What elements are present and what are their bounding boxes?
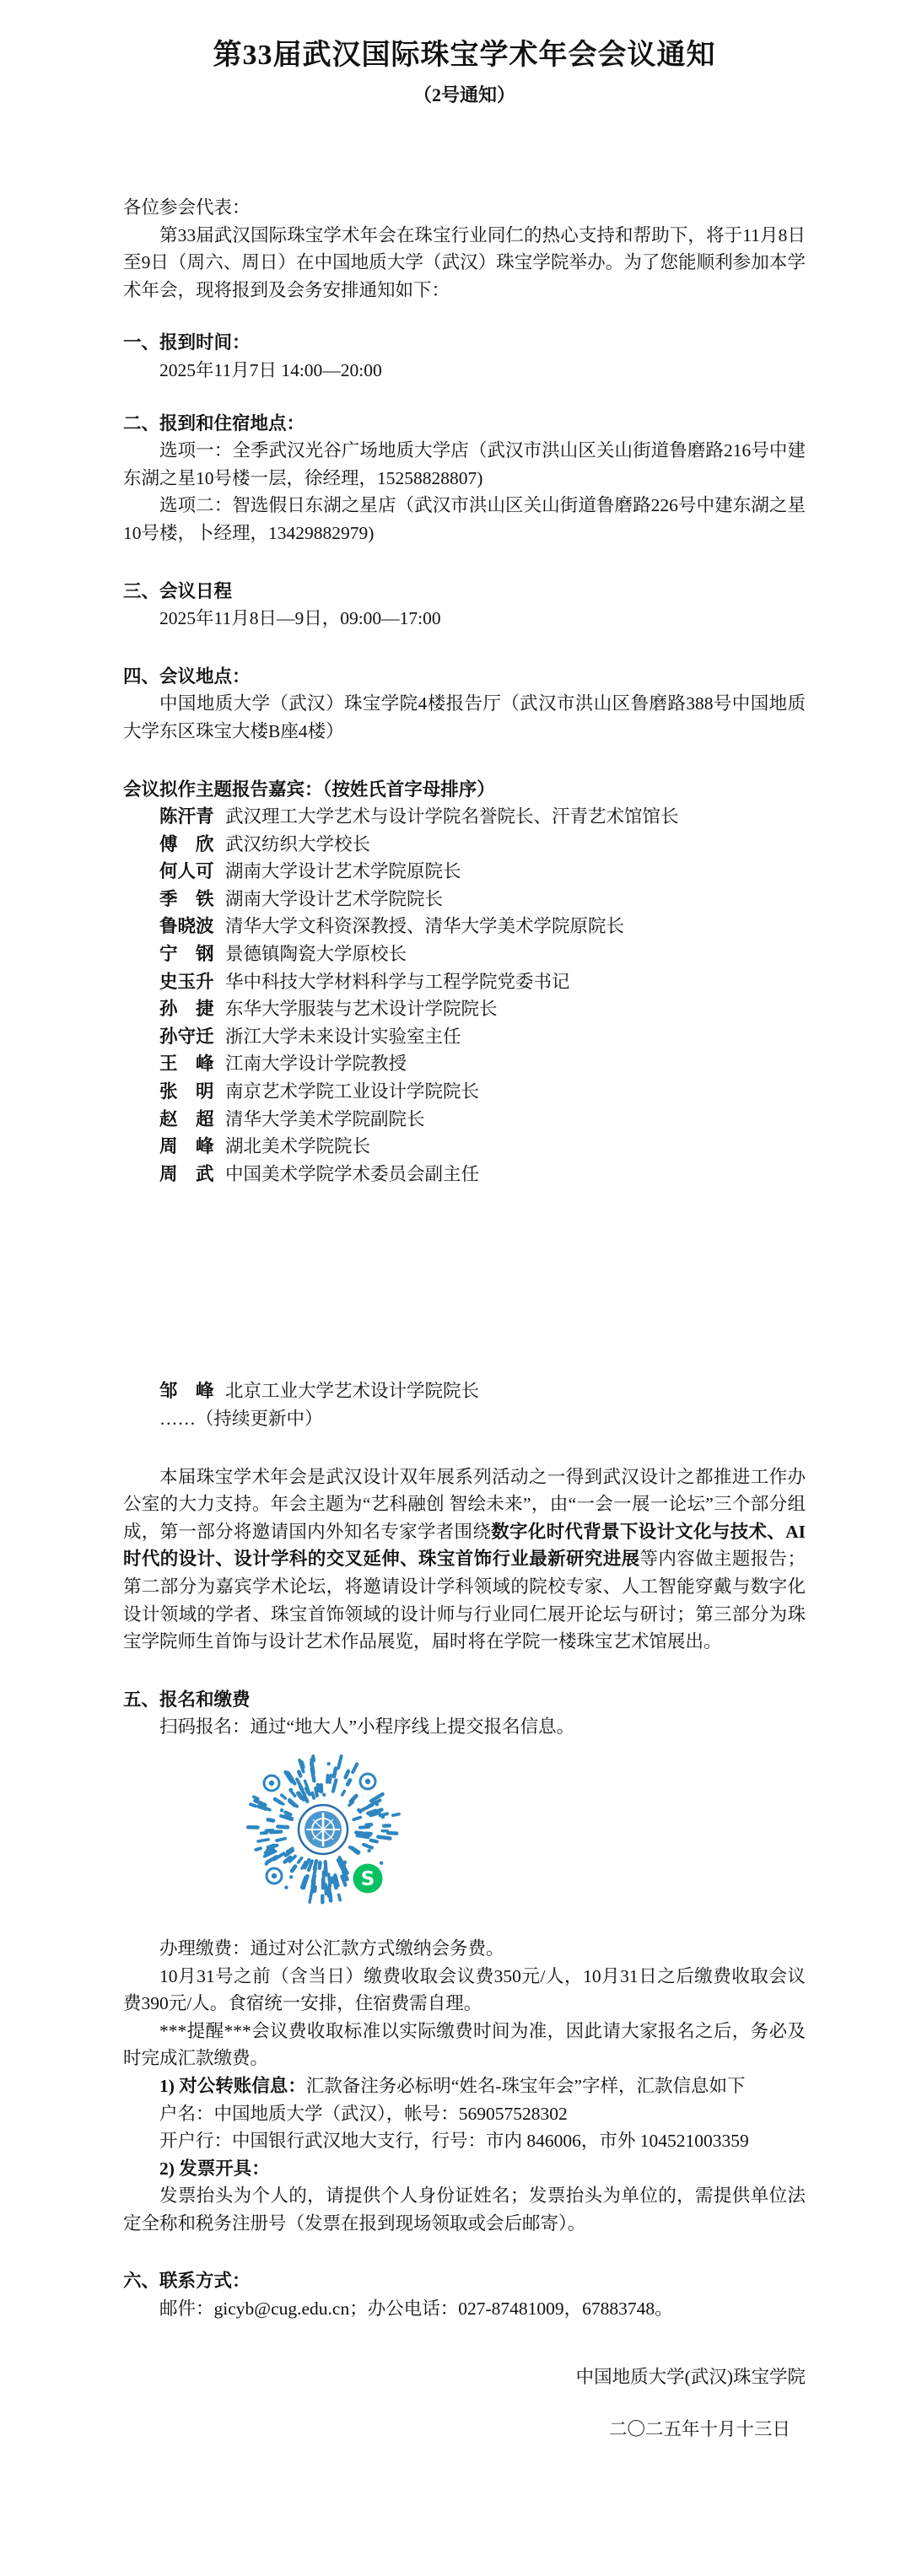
speaker-title: 江南大学设计学院教授	[225, 1054, 407, 1075]
speaker-name: 鲁晓波	[159, 916, 214, 937]
speaker-row	[123, 1106, 806, 1134]
speaker-row	[123, 886, 806, 913]
speaker-title: 湖南大学设计艺术学院院长	[225, 888, 444, 909]
speaker-name: 傅 欣	[159, 833, 214, 854]
speaker-title: 南京艺术学院工业设计学院院长	[225, 1081, 480, 1102]
speaker-row	[123, 913, 806, 940]
speaker-name: 季 铁	[159, 888, 214, 909]
speaker-title: 华中科技大学材料科学与工程学院党委书记	[225, 971, 570, 992]
signature-org: 中国地质大学(武汉)珠宝学院	[575, 2366, 806, 2387]
page-break-spacer	[123, 1188, 806, 1377]
signature-date: 二〇二五年十月十三日	[608, 2419, 790, 2440]
speaker-row	[123, 1050, 806, 1078]
contact-line: 邮件：gicyb@cug.edu.cn；办公电话：027-87481009，67883748。	[159, 2298, 673, 2320]
speaker-row	[123, 995, 806, 1023]
intro-paragraph: 第33届武汉国际珠宝学术年会在珠宝行业同仁的热心支持和帮助下，将于11月8日至9日（周六、周日）在中国地质大学（武汉）珠宝学院举办。为了您能顺利参加本学术年会，现将报到及会务安排通知如下：	[123, 224, 806, 300]
account-line: 户名：中国地质大学（武汉），帐号：569057528302	[159, 2103, 568, 2124]
transfer-info-line	[123, 2072, 806, 2100]
bank-line: 开户行：中国银行武汉地大支行，行号：市内 846006，市外 104521003359	[159, 2131, 749, 2152]
svg-text:S: S	[360, 1867, 375, 1890]
speaker-list	[123, 803, 806, 1188]
speaker-row	[123, 803, 806, 831]
signup-instruction: 扫码报名：通过“地大人”小程序线上提交报名信息。	[159, 1716, 575, 1738]
speaker-name: 宁 钢	[159, 944, 214, 965]
hotel-option-2: 选项二：智选假日东湖之星店（武汉市洪山区关山街道鲁磨路226号中建东湖之星10号楼，卜经理，13429882979)	[123, 495, 806, 543]
speaker-title: 清华大学文科资深教授、清华大学美术学院原院长	[225, 916, 625, 937]
speaker-title: 武汉纺织大学校长	[225, 833, 371, 854]
speaker-name: 周 峰	[159, 1136, 214, 1157]
section-3-heading: 三、会议日程	[123, 580, 233, 601]
transfer-info-heading: 1) 对公转账信息：	[159, 2075, 306, 2096]
speaker-title: 北京工业大学艺术设计学院院长	[225, 1381, 480, 1402]
speaker-row	[123, 1023, 806, 1051]
section-2-heading: 二、报到和住宿地点：	[123, 412, 305, 434]
speaker-title: 中国美术学院学术委员会副主任	[225, 1163, 480, 1184]
about-text-2: 等内容做主题报告；第二部分为嘉宾学术论坛，将邀请设计学科领域的院校专家、人工智能穿戴与数字化设计领域的学者、珠宝首饰领域的设计师与行业同仁展开论坛与研讨；第三部分为珠宝学院师生首饰与设计艺术作品展览，届时将在学院一楼珠宝艺术馆展出。	[123, 1549, 806, 1652]
speaker-row	[123, 831, 806, 859]
about-topics-bold: 数字化时代背景下设计文化与技术、AI时代的设计、设计学科的交叉延伸、珠宝首饰行业最新研究进展	[123, 1521, 806, 1570]
section-4-heading: 四、会议地点：	[123, 666, 251, 687]
speaker-row	[123, 1078, 806, 1106]
conference-schedule: 2025年11月8日—9日，09:00—17:00	[159, 608, 441, 629]
wechat-miniprogram-qr-code	[245, 1751, 405, 1911]
speaker-name: 张 明	[159, 1081, 214, 1102]
speaker-title: 湖北美术学院院长	[225, 1136, 371, 1157]
speaker-name: 邹 峰	[159, 1381, 214, 1402]
speaker-name: 周 武	[159, 1163, 214, 1184]
about-paragraph	[123, 1463, 806, 1656]
speaker-name: 孙守迁	[159, 1026, 214, 1047]
speaker-name: 孙 捷	[159, 999, 214, 1020]
salutation: 各位参会代表：	[123, 197, 251, 218]
speaker-title: 景德镇陶瓷大学原校长	[225, 944, 407, 965]
invoice-text: 发票抬头为个人的，请提供个人身份证姓名；发票抬头为单位的，需提供单位法定全称和税务注册号（发票在报到现场领取或会后邮寄）。	[123, 2185, 806, 2234]
speaker-name: 史玉升	[159, 971, 214, 992]
speakers-heading: 会议拟作主题报告嘉宾：（按姓氏首字母排序）	[123, 779, 495, 800]
payment-instruction: 办理缴费：通过对公汇款方式缴纳会务费。	[159, 1937, 504, 1959]
fee-details: 10月31号之前（含当日）缴费收取会议费350元/人，10月31日之后缴费收取会议费390元/人。食宿统一安排，住宿费需自理。	[123, 1965, 806, 2014]
section-5-heading: 五、报名和缴费	[123, 1689, 251, 1710]
speaker-title: 清华大学美术学院副院长	[225, 1108, 425, 1129]
invoice-heading: 2) 发票开具：	[159, 2158, 270, 2179]
speaker-name: 王 峰	[159, 1054, 214, 1075]
conference-venue: 中国地质大学（武汉）珠宝学院4楼报告厅（武汉市洪山区鲁磨路388号中国地质大学东区珠宝大楼B座4楼）	[123, 693, 806, 741]
speaker-row	[123, 858, 806, 886]
checkin-time: 2025年11月7日 14:00—20:00	[159, 359, 382, 380]
qr-code-graphic	[245, 1751, 405, 1911]
speaker-title: 浙江大学未来设计实验室主任	[225, 1026, 461, 1047]
speakers-updating-note: ……（持续更新中）	[159, 1409, 323, 1429]
document-title: 第33届武汉国际珠宝学术年会会议通知	[213, 40, 716, 71]
speaker-name: 陈汗青	[159, 806, 214, 827]
section-6-heading: 六、联系方式：	[123, 2271, 251, 2292]
speaker-name: 何人可	[159, 861, 214, 882]
about-text-1: 本届珠宝学术年会是武汉设计双年展系列活动之一得到武汉设计之都推进工作办公室的大力支持。年会主题为“艺科融创 智绘未来”，由“一会一展一论坛”三个部分组成，第一部分将邀请国内外知名专家学者围绕	[123, 1466, 806, 1542]
section-1-heading: 一、报到时间：	[123, 332, 251, 353]
speaker-row	[123, 1377, 806, 1405]
speaker-row	[123, 968, 806, 996]
payment-reminder: ***提醒***会议费收取标准以实际缴费时间为准，因此请大家报名之后，务必及时完成汇款缴费。	[123, 2020, 806, 2069]
hotel-option-1: 选项一：全季武汉光谷广场地质大学店（武汉市洪山区关山街道鲁磨路216号中建东湖之星10号楼一层，徐经理，15258828807)	[123, 440, 806, 488]
speaker-title: 湖南大学设计艺术学院原院长	[225, 861, 461, 882]
speaker-row	[123, 1133, 806, 1161]
document-subtitle: （2号通知）	[412, 84, 515, 105]
speaker-row	[123, 940, 806, 968]
transfer-info-text: 汇款备注务必标明“姓名-珠宝年会”字样，汇款信息如下	[305, 2075, 746, 2096]
speaker-row	[123, 1161, 806, 1188]
speaker-name: 赵 超	[159, 1108, 214, 1129]
speaker-title: 东华大学服装与艺术设计学院院长	[225, 999, 498, 1020]
speaker-title: 武汉理工大学艺术与设计学院名誉院长、汗青艺术馆馆长	[225, 806, 679, 827]
